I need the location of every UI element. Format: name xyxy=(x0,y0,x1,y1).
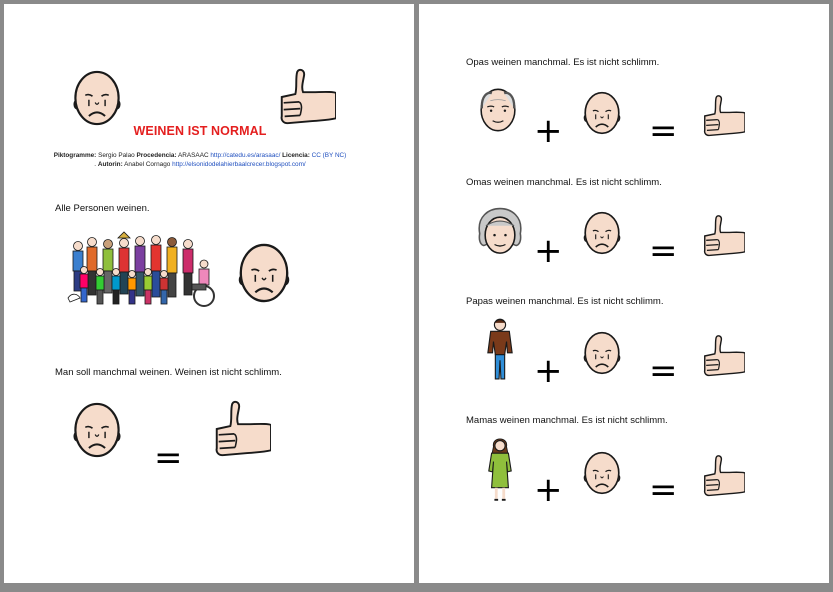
credits-value: Sergio Palao xyxy=(96,152,137,159)
plus-sign: + xyxy=(534,351,563,391)
credits-label: Licencia: xyxy=(280,152,310,159)
thumbs-up-icon xyxy=(274,66,336,128)
grandmother-icon xyxy=(475,205,525,259)
grandfather-icon xyxy=(475,84,521,136)
equals-sign: = xyxy=(649,470,678,510)
crying-face-icon xyxy=(70,68,124,128)
thumbs-up-icon xyxy=(699,454,745,498)
thumbs-up-icon xyxy=(699,94,745,138)
crying-face-icon xyxy=(235,242,293,304)
crying-face-icon xyxy=(581,90,623,136)
thumbs-up-icon xyxy=(209,398,271,460)
credits-line-1 xyxy=(4,151,396,160)
sentence-grandmothers: Omas weinen manchmal. Es ist nicht schlimm. xyxy=(466,177,662,188)
credits-label: Procedencia: xyxy=(136,152,177,159)
plus-sign: + xyxy=(534,111,563,151)
equals-sign: = xyxy=(649,351,678,391)
sentence-grandfathers: Opas weinen manchmal. Es ist nicht schlimm. xyxy=(466,57,660,68)
credits-line-2 xyxy=(4,160,396,169)
credits-label: Autorin: xyxy=(97,161,123,168)
license-link[interactable]: CC (BY NC) xyxy=(309,152,347,159)
credits-value: ARASAAC xyxy=(176,152,211,159)
arasaac-link[interactable]: http://catedu.es/arasaac/ xyxy=(210,152,281,159)
credits-value: . xyxy=(94,161,98,168)
crying-face-icon xyxy=(70,400,124,460)
credits-value: Anabel Cornago xyxy=(122,161,173,168)
plus-sign: + xyxy=(534,470,563,510)
thumbs-up-icon xyxy=(699,214,745,258)
equals-sign: = xyxy=(154,438,183,478)
right-page xyxy=(419,4,829,583)
sentence-should-cry: Man soll manchmal weinen. Weinen ist nicht schlimm. xyxy=(55,367,282,378)
sentence-mothers: Mamas weinen manchmal. Es ist nicht schlimm. xyxy=(466,415,668,426)
plus-sign: + xyxy=(534,231,563,271)
sentence-all-people: Alle Personen weinen. xyxy=(55,203,150,214)
credits-label: Piktogramme: xyxy=(53,152,97,159)
left-page xyxy=(4,4,414,583)
sentence-fathers: Papas weinen manchmal. Es ist nicht schlimm. xyxy=(466,296,664,307)
page-title: WEINEN IST NORMAL xyxy=(133,124,267,138)
thumbs-up-icon xyxy=(699,334,745,378)
credits xyxy=(4,151,396,169)
crying-face-icon xyxy=(581,450,623,496)
father-icon xyxy=(486,316,514,384)
blog-link[interactable]: http://elsonidodelahierbaalcrecer.blogspot.com/ xyxy=(172,161,306,168)
group-of-people-icon xyxy=(64,232,216,310)
crying-face-icon xyxy=(581,210,623,256)
equals-sign: = xyxy=(649,111,678,151)
equals-sign: = xyxy=(649,231,678,271)
mother-icon xyxy=(486,436,514,504)
crying-face-icon xyxy=(581,330,623,376)
